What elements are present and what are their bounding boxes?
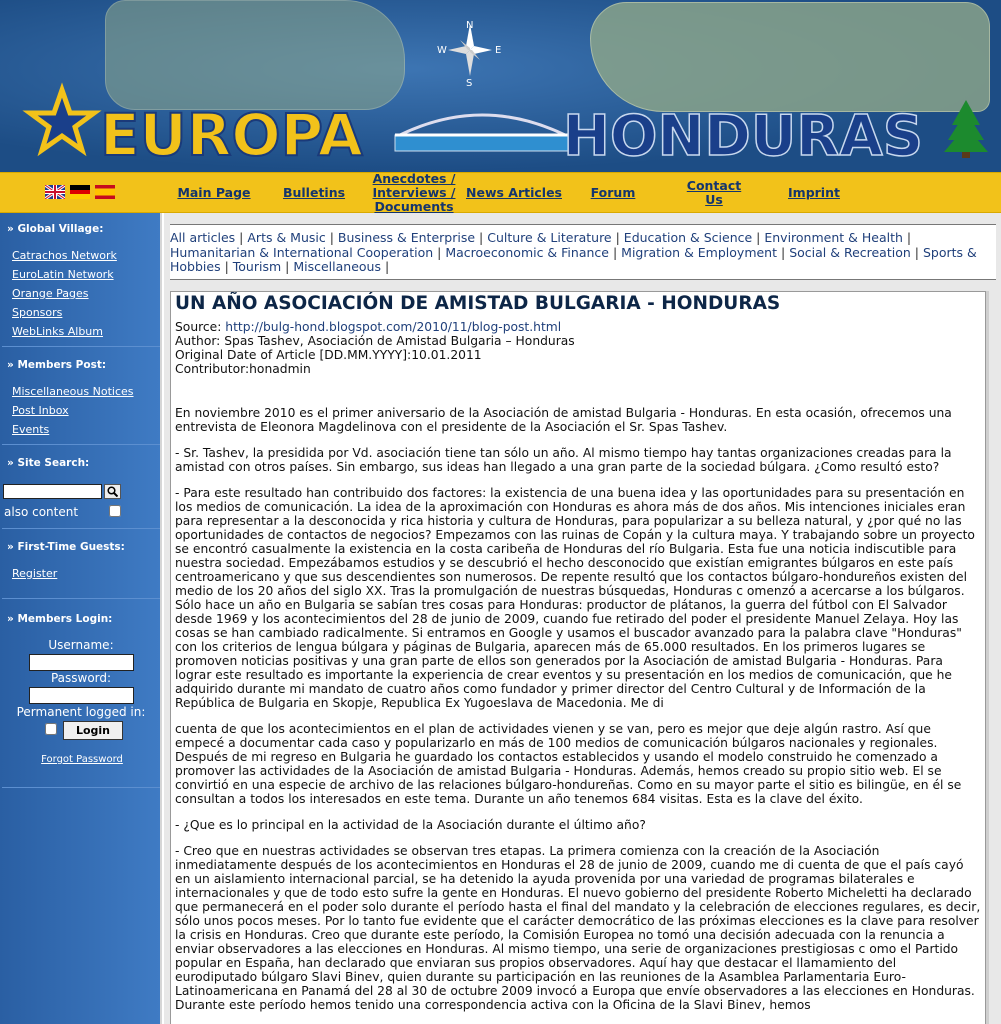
source-link[interactable]: http://bulg-hond.blogspot.com/2010/11/blog-post.html — [221, 320, 562, 334]
login-button[interactable]: Login — [63, 721, 123, 740]
search-input[interactable] — [3, 484, 102, 499]
bridge-icon — [395, 115, 570, 151]
cat-social[interactable]: Social & Recreation — [789, 244, 911, 260]
password-label: Password: — [50, 671, 112, 685]
first-time-guests-title: » First-Time Guests: — [7, 541, 125, 553]
compass-s: S — [466, 78, 473, 89]
title-europa: EUROPA — [100, 101, 363, 169]
register-link[interactable]: Register — [12, 567, 58, 580]
members-login-title: » Members Login: — [7, 613, 113, 625]
sidebar-item-events[interactable]: Events — [12, 423, 50, 436]
cat-all[interactable]: All articles — [170, 230, 236, 245]
article-paragraph: - Creo que en nuestras actividades se observan tres etapas. La primera comienza con la creación de la Asociación inmediatamente después de los acontecimientos en Honduras el 28 de junio de 2009, cuando me di cuenta de que el país cayó en un aislamiento internacional parcial, se ha detenido la ayuda provenida por una variedad de programas bilaterales e internacionales y que de todo esto sufre la gente en Honduras. El nuevo gobierno del presidente Roberto Micheletti ha declarado que permanecerá en el poder solo durante el período hasta el final del mandato y la celebración de elecciones regulares, es decir, sólo unos pocos meses. Por lo tanto fue evidente que el carácter democrático de las próximas elecciones es la clave para resolver la crisis en Honduras. Creo que durante este período, la Comisión Europea no tomó una decisión adecuada con la renuncia a enviar observadores a las elecciones en Honduras. Al mismo tiempo, una serie de organizaciones prestigiosas c omo el Partido popular en España, han declarado que enviaran sus propios observadores. Aquí hay que destacar el llamamiento del eurodiputado búlgaro Slavi Binev, quien durante su participación en las reuniones de la Asamblea Parlamentaria Euro-Latinoamericana en Panamá del 28 al 30 de octubre 2009 invocó a Europa que envíe observadores a las elecciones en Honduras. Durante este período hemos tenido una correspondencia activa con la Oficina de la Slavi Binev, hemos — [175, 844, 981, 1012]
article-paragraph: cuenta de que los acontecimientos en el plan de actividades vienen y se van, pero es mejor que deje algún rastro. Así que empecé a documentar cada caso y popularizarlo en más de 100 medios de comunicación búlgaros nacionales y regionales. Después de mi regreso en Bulgaria he guardado los contactos establecidos y usando el modelo construido he comenzado a promover las actividades de la Asociación de amistad Bulgaria - Honduras. Además, hemos creado su propio sitio web. El se convirtió en una especie de archivo de las relaciones búlgaro-hondureñas. Como en su mayor parte el sitio es bilingüe, en él se consultan a todos los interesados en este tema. Durante un año tenemos 684 visitas. Esta es la clave del éxito. — [175, 722, 962, 806]
sidebar-item-catrachos[interactable]: Catrachos Network — [12, 249, 117, 262]
also-content-checkbox[interactable] — [109, 505, 121, 517]
divider — [2, 787, 160, 788]
contributor-line: Contributor:honadmin — [175, 362, 311, 376]
article-paragraph: - Sr. Tashev, la presidida por Vd. asociación tiene tan sólo un año. Al mismo tiempo hay tantas organizaciones creadas para la amistad con otros países. Sin embargo, sus ideas han llegado a una gran parte de la sociedad búlgara. ¿Como resultó esto? — [175, 446, 952, 474]
author-line: Author: Spas Tashev, Asociación de Amistad Bulgaria – Honduras — [175, 334, 575, 348]
also-content-label: also content — [4, 505, 79, 519]
article-title: UN AÑO ASOCIACIÓN DE AMISTAD BULGARIA - HONDURAS — [175, 293, 781, 314]
search-icon — [107, 486, 118, 497]
compass-icon — [448, 24, 492, 76]
site-search-title: » Site Search: — [7, 457, 90, 469]
cat-macroeconomic[interactable]: Macroeconomic & Finance — [445, 244, 609, 260]
cat-environment[interactable]: Environment & Health — [764, 230, 903, 245]
username-label: Username: — [48, 638, 114, 652]
cat-humanitarian[interactable]: Humanitarian & International Cooperation — [170, 244, 434, 260]
sidebar-item-misc-notices[interactable]: Miscellaneous Notices — [12, 385, 134, 398]
search-button[interactable] — [104, 484, 121, 499]
cat-sports[interactable]: Sports & Hobbies — [170, 244, 977, 274]
sidebar-item-eurolatin[interactable]: EuroLatin Network — [12, 268, 114, 281]
global-village-title: » Global Village: — [7, 223, 104, 235]
nav-news-articles[interactable]: News Articles — [466, 184, 562, 200]
sidebar-item-orange-pages[interactable]: Orange Pages — [12, 287, 89, 300]
star-icon — [30, 90, 94, 150]
sidebar-item-weblinks[interactable]: WebLinks Album — [12, 325, 103, 338]
site-banner — [0, 0, 1001, 172]
cat-misc[interactable]: Miscellaneous — [293, 259, 381, 274]
sidebar-item-sponsors[interactable]: Sponsors — [12, 306, 63, 319]
divider — [2, 598, 160, 599]
source-label: Source: — [175, 320, 222, 334]
nav-imprint[interactable]: Imprint — [788, 184, 840, 200]
username-input[interactable] — [29, 654, 134, 671]
sidebar-item-post-inbox[interactable]: Post Inbox — [12, 404, 69, 417]
cat-education[interactable]: Education & Science — [623, 230, 753, 245]
nav-anecdotes[interactable]: Anecdotes / Interviews / Documents — [372, 170, 456, 214]
nav-forum[interactable]: Forum — [590, 184, 636, 200]
divider — [2, 528, 160, 529]
article — [170, 291, 986, 1024]
cat-tourism[interactable]: Tourism — [232, 259, 282, 274]
article-meta — [175, 320, 981, 376]
nav-main-page[interactable]: Main Page — [177, 184, 251, 200]
divider — [2, 346, 160, 347]
article-paragraph: - Para este resultado han contribuido dos factores: la existencia de una buena idea y las oportunidades para su presentación en los medios de comunicación. La idea de la aproximación con Honduras es ahora más de dos años. Mis intenciones iniciales eran para representar a la desconocida y rica historia y cultura de Honduras, para popularizar a su belleza natural, y ¿por qué no las oportunidades de contactos de negocios? Empezamos con las ruinas de Copán y la cultura maya. Y trabajando sobre un proyecto se encontró casualmente la existencia en la costa caribeña de Honduras del río Bulgaria. Esta fue una noticia indiscutible para nuestra sociedad. Empezábamos estudios y se descubrió el hecho desconocido que existían emigrantes búlgaros en este país centroamericano y que sus descendientes son numerosos. De repente resultó que los contactos búlgaro-hondureños existen del medio de los 20 años del siglo XX. Tras la promulgación de nuestras búsquedas, Honduras c omenzó a acercarse a los búlgaros. Sólo hace un año en Bulgaria se sabían tres cosas para Honduras: productor de plátanos, la guerra del fútbol con El Salvador desde 1969 y los acontecimientos del 28 de junio de 2009, cuando fue retirado del poder el presidente Manuel Zelaya. Hoy las cosas se han cambiado radicalmente. Si entramos en Google y usamos el buscador avanzado para la palabra clave "Honduras" con los criterios de lengua búlgara y páginas de Bulgaria, aparecen más de 65.000 resultados. En los primeros lugares se promoven noticias positivas y una gran parte de ellos son generados por la Asociación de amistad Bulgaria - Honduras. Para lograr este resultado es importante la experiencia de crear eventos y su presentación en los medios de comunicación, que he adquirido durante mi mandato de cuatro años como fundador y primer director del Centro Cultural y de Información de la República de Bulgaria en Skopje, Republica Ex Yugoeslava de Macedonia. Me di — [175, 486, 975, 710]
cat-arts[interactable]: Arts & Music — [247, 230, 326, 245]
compass-n: N — [466, 20, 474, 31]
nav-contact-us[interactable]: Contact Us — [686, 177, 742, 207]
article-paragraph: - ¿Que es lo principal en la actividad de la Asociación durante el último año? — [175, 818, 646, 832]
permanent-login-label: Permanent logged in: — [16, 705, 146, 719]
cat-migration[interactable]: Migration & Employment — [621, 244, 778, 260]
compass-e: E — [495, 45, 502, 56]
permanent-login-checkbox[interactable] — [45, 723, 57, 735]
sidebar — [0, 213, 162, 1024]
members-post-title: » Members Post: — [7, 359, 107, 371]
forgot-password-link[interactable]: Forgot Password — [41, 754, 123, 765]
date-line: Original Date of Article [DD.MM.YYYY]:10.01.2011 — [175, 348, 482, 362]
title-honduras: HONDURAS — [563, 104, 924, 169]
uk-flag-icon[interactable] — [45, 185, 65, 199]
password-input[interactable] — [29, 687, 134, 704]
cat-culture[interactable]: Culture & Literature — [487, 230, 612, 245]
category-bar: All articles | Arts & Music | Business & Enterprise | Culture & Literature | Education & Science | Environment & Health | Humanitarian & International Cooperation | Macroeconomic & Finance | Migration & Employment | Social & Recreation | Sports & Hobbies | Tourism | Miscellaneous | — [170, 224, 996, 280]
article-paragraph: En noviembre 2010 es el primer aniversario de la Asociación de amistad Bulgaria - Honduras. En esta ocasión, ofrecemos una entrevista de Eleonora Magdelinova con el presidente de la Asociación el Sr. Spas Tashev. — [175, 406, 952, 434]
divider — [2, 444, 160, 445]
nav-bulletins[interactable]: Bulletins — [282, 184, 346, 200]
german-flag-icon[interactable] — [70, 185, 90, 199]
spanish-flag-icon[interactable] — [95, 185, 115, 199]
compass-w: W — [437, 45, 447, 56]
tree-icon — [944, 100, 988, 158]
source-line — [175, 320, 981, 334]
cat-business[interactable]: Business & Enterprise — [337, 230, 476, 245]
